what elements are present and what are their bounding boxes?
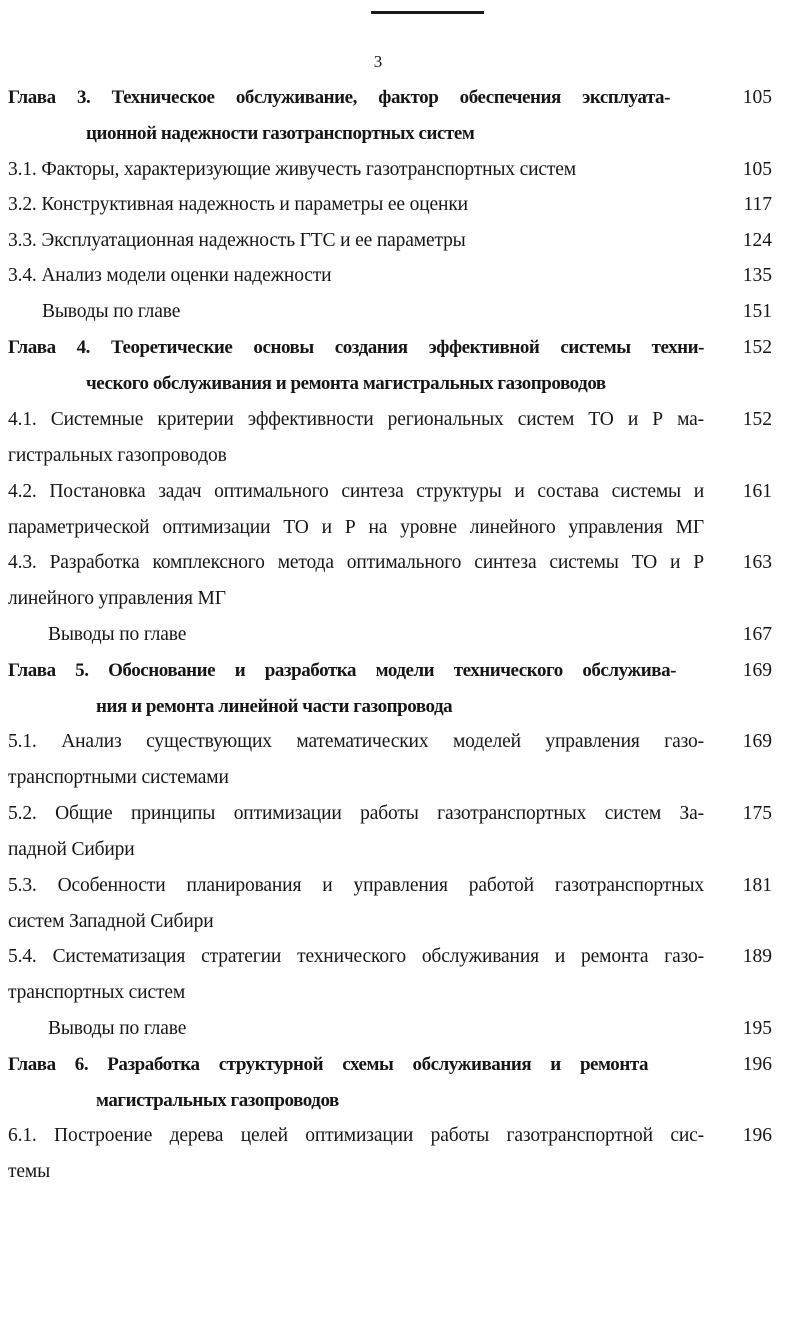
- toc-page-number: 117: [743, 194, 772, 215]
- toc-page-number: 152: [742, 409, 772, 430]
- toc-entry-title-line: Выводы по главе: [48, 1018, 187, 1039]
- toc-entry-title-line: 3.3. Эксплуатационная надежность ГТС и ее параметры: [8, 230, 466, 251]
- toc-entry-title-line: параметрической оптимизации ТО и Р на уровне линейного управления МГ: [8, 517, 704, 538]
- toc-entry-title-line: ния и ремонта линейной части газопровода: [96, 696, 453, 717]
- toc-page-number: 169: [742, 731, 772, 752]
- top-rule: [371, 11, 484, 14]
- toc-entry-title-line: транспортными системами: [8, 767, 229, 788]
- toc-page-number: 189: [742, 946, 772, 967]
- toc-entry-title-line: Глава 3. Техническое обслуживание, фактор обеспечения эксплуата-: [8, 87, 670, 108]
- toc-page-number: 105: [742, 87, 772, 108]
- toc-entry-title-line: 5.4. Систематизация стратегии технического обслуживания и ремонта газо-: [8, 946, 704, 967]
- toc-entry-title-line: темы: [8, 1161, 51, 1182]
- toc-entry-title-line: систем Западной Сибири: [8, 911, 214, 932]
- toc-entry-title-line: Глава 6. Разработка структурной схемы обслуживания и ремонта: [8, 1054, 648, 1075]
- toc-entry-title-line: 3.4. Анализ модели оценки надежности: [8, 265, 332, 286]
- toc-page-number: 151: [742, 301, 772, 322]
- toc-page-number: 163: [742, 552, 772, 573]
- toc-entry-title-line: Глава 4. Теоретические основы создания эффективной системы техни-: [8, 337, 704, 358]
- toc-entry-title-line: 3.2. Конструктивная надежность и параметры ее оценки: [8, 194, 468, 215]
- toc-entry-title-line: линейного управления МГ: [8, 588, 226, 609]
- toc-entry-title-line: Выводы по главе: [48, 624, 187, 645]
- toc-entry-title-line: Выводы по главе: [42, 301, 181, 322]
- toc-entry-title-line: 6.1. Построение дерева целей оптимизации работы газотранспортной сис-: [8, 1125, 704, 1146]
- toc-entry-title-line: 5.1. Анализ существующих математических моделей управления газо-: [8, 731, 704, 752]
- toc-entry-title-line: 4.1. Системные критерии эффективности региональных систем ТО и Р ма-: [8, 409, 704, 430]
- toc-page-number: 167: [742, 624, 772, 645]
- toc-entry-title-line: 4.2. Постановка задач оптимального синтеза структуры и состава системы и: [8, 481, 704, 502]
- toc-page-number: 196: [742, 1125, 772, 1146]
- page-number: 3: [373, 52, 383, 71]
- toc-entry-title-line: ционной надежности газотранспортных систем: [86, 123, 475, 144]
- toc-page-number: 152: [742, 337, 772, 358]
- toc-entry-title-line: 5.2. Общие принципы оптимизации работы газотранспортных систем За-: [8, 803, 704, 824]
- toc-page-number: 181: [742, 875, 772, 896]
- toc-page-number: 195: [742, 1018, 772, 1039]
- toc-page-number: 161: [742, 481, 772, 502]
- toc-entry-title-line: 4.3. Разработка комплексного метода оптимального синтеза системы ТО и Р: [8, 552, 704, 573]
- toc-entry-title-line: гистральных газопроводов: [8, 445, 227, 466]
- toc-entry-title-line: магистральных газопроводов: [96, 1090, 339, 1111]
- toc-entry-title-line: транспортных систем: [8, 982, 186, 1003]
- toc-entry-title-line: 5.3. Особенности планирования и управления работой газотранспортных: [8, 875, 704, 896]
- toc-page-number: 175: [742, 803, 772, 824]
- toc-entry-title-line: ческого обслуживания и ремонта магистральных газопроводов: [86, 373, 606, 394]
- toc-page-number: 124: [742, 230, 772, 251]
- toc-entry-title-line: Глава 5. Обоснование и разработка модели технического обслужива-: [8, 660, 676, 681]
- toc-page-number: 196: [742, 1054, 772, 1075]
- toc-page-number: 135: [742, 265, 772, 286]
- toc-entry-title-line: падной Сибири: [8, 839, 135, 860]
- toc-page-number: 169: [742, 660, 772, 681]
- toc-entry-title-line: 3.1. Факторы, характеризующие живучесть газотранспортных систем: [8, 159, 576, 180]
- toc-page-number: 105: [742, 159, 772, 180]
